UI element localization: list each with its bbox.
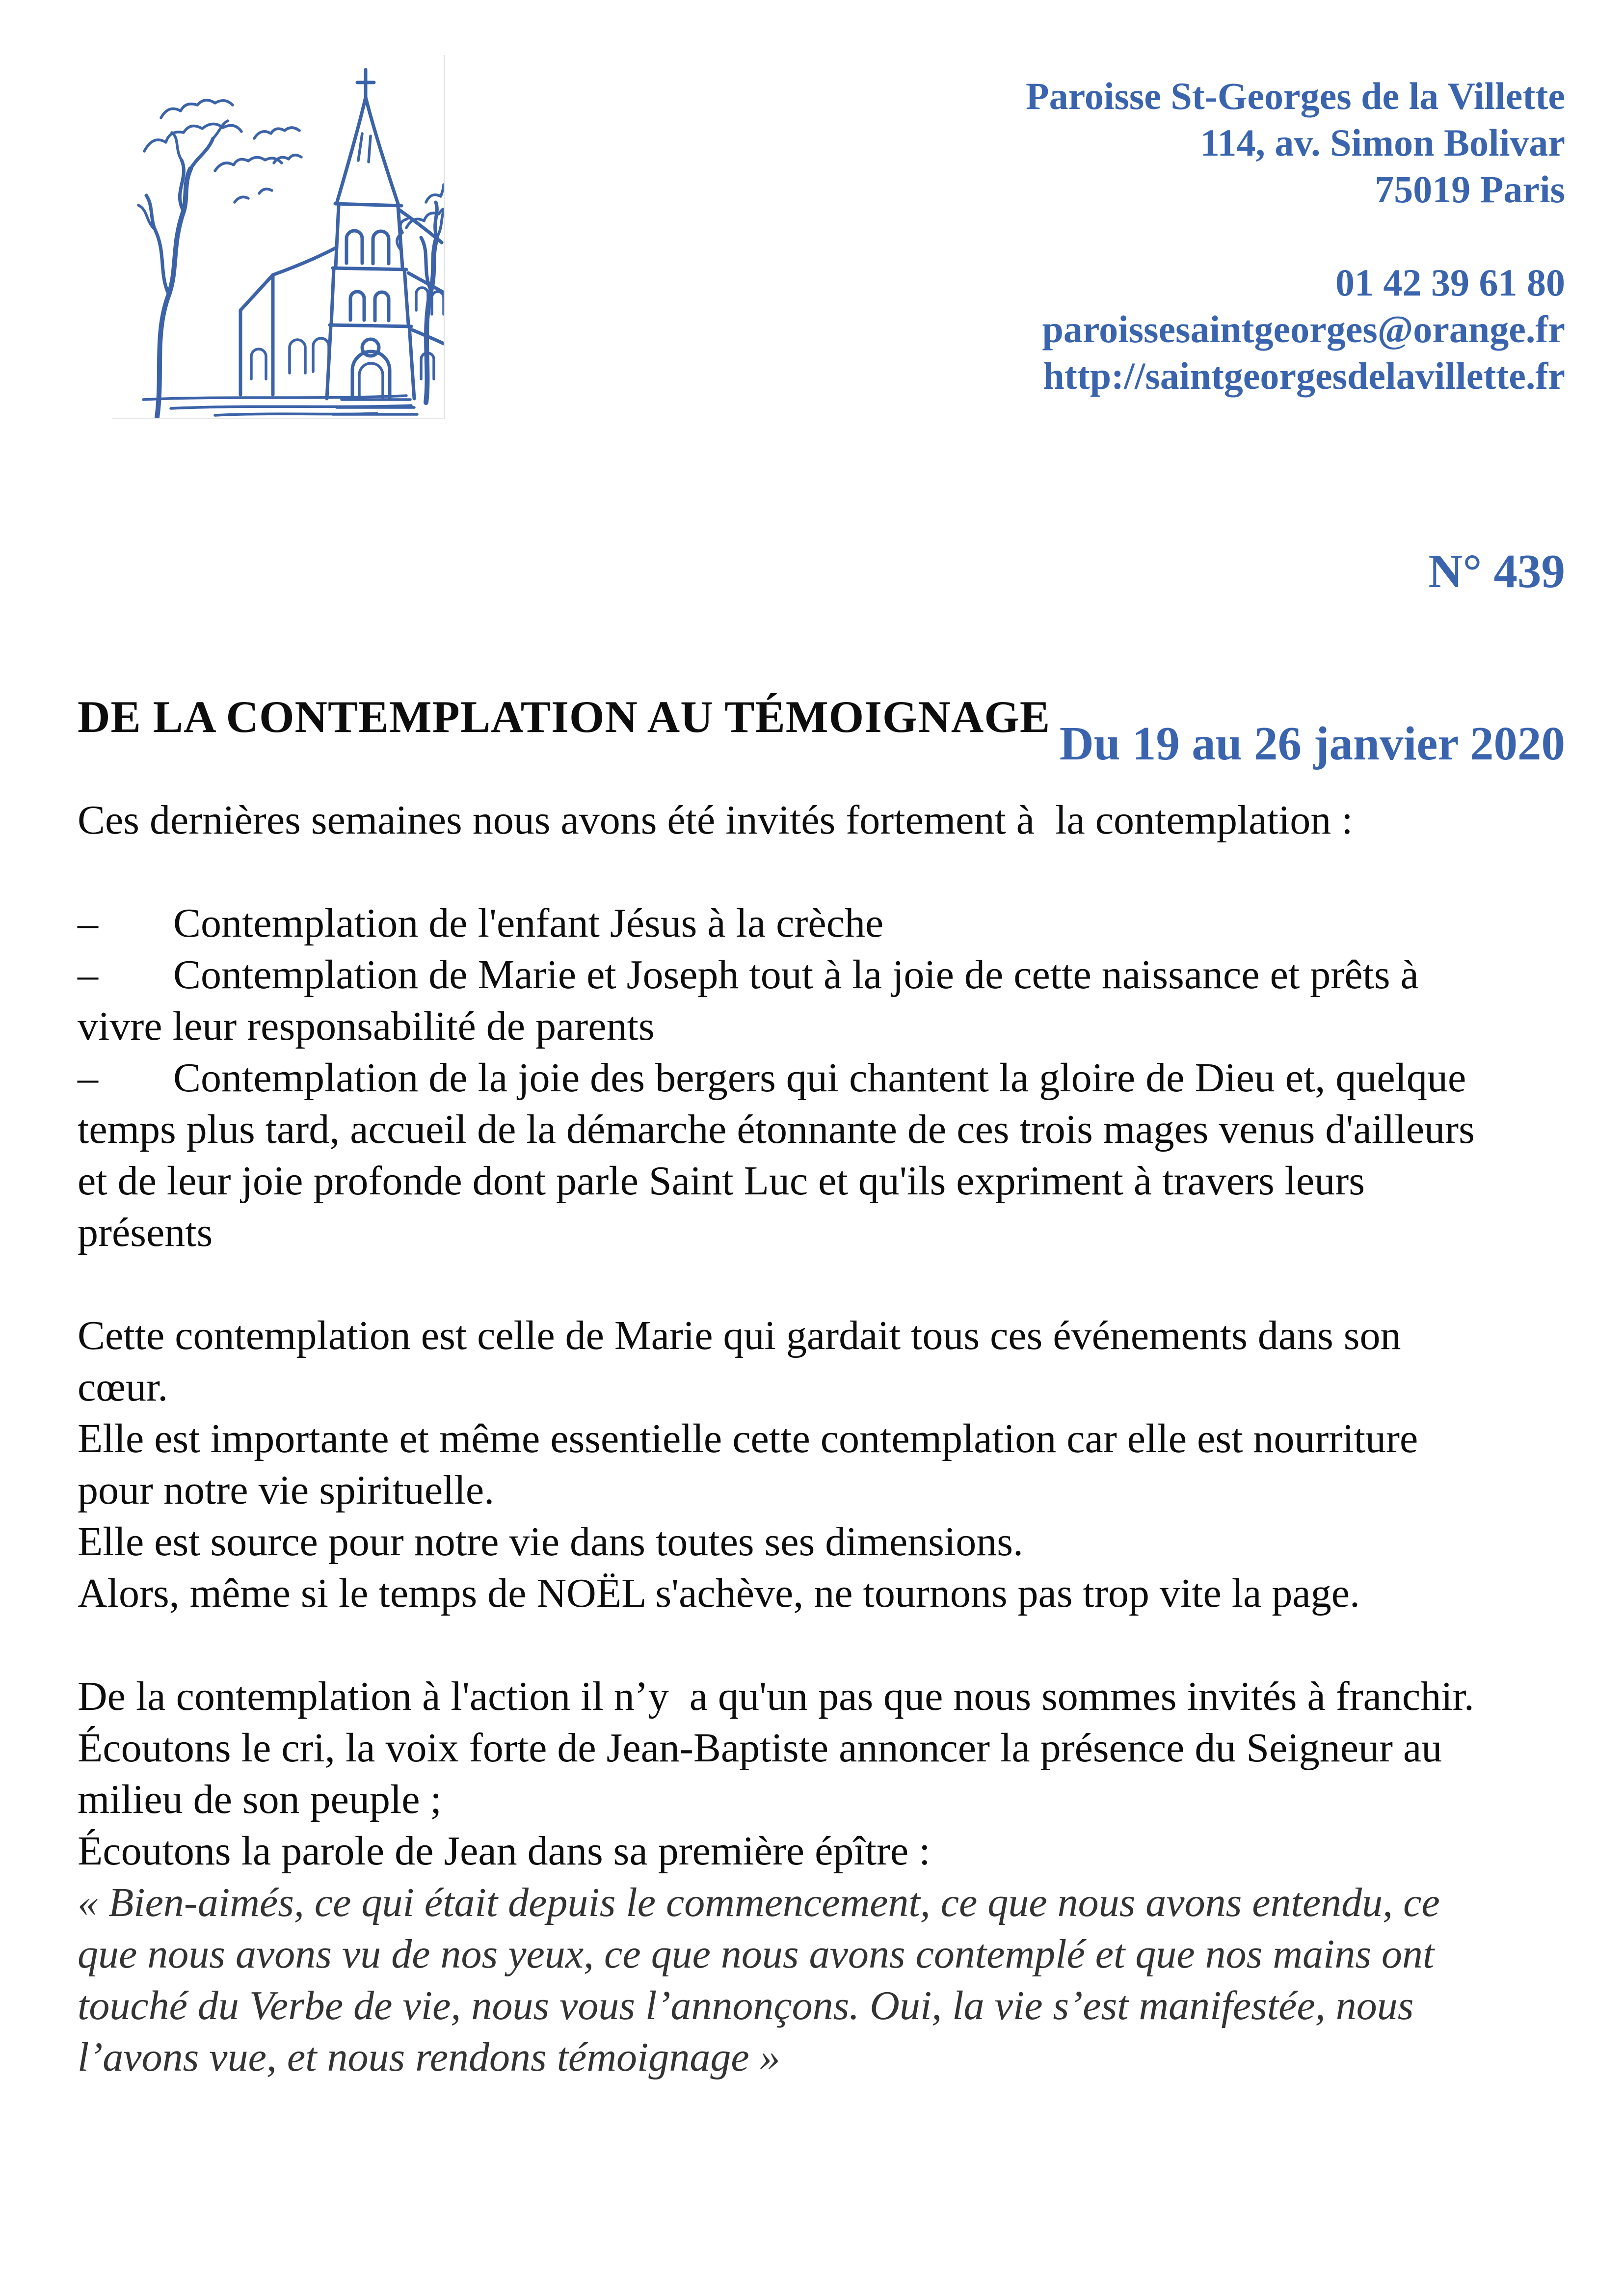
line-text: Elle est source pour notre vie dans toutes ses dimensions.	[78, 1519, 1023, 1565]
body-line	[78, 1774, 1579, 1825]
article	[78, 687, 1579, 2083]
blank-line	[78, 846, 1579, 897]
line-text: Contemplation de la joie des bergers qui chantent la gloire de Dieu et, quelque	[173, 1055, 1466, 1101]
header-line: 75019 Paris	[1375, 168, 1565, 211]
line-text: pour notre vie spirituelle.	[78, 1467, 495, 1513]
body-line	[78, 1207, 1579, 1258]
line-text: milieu de son peuple ;	[78, 1777, 442, 1822]
line-text: « Bien-aimés, ce qui était depuis le commencement, ce que nous avons entendu, ce	[78, 1880, 1440, 1925]
body-line	[78, 1413, 1579, 1464]
article-title: DE LA CONTEMPLATION AU TÉMOIGNAGE	[78, 692, 1051, 742]
body-line	[78, 1567, 1579, 1619]
line-text: Cette contemplation est celle de Marie qui gardait tous ces événements dans son	[78, 1313, 1401, 1358]
line-text: Elle est importante et même essentielle cette contemplation car elle est nourriture	[78, 1416, 1418, 1461]
body-line	[78, 1155, 1579, 1207]
body-line	[78, 794, 1579, 846]
header-spacer	[1026, 213, 1565, 259]
line-text: Écoutons la parole de Jean dans sa première épître :	[78, 1828, 931, 1874]
line-text: temps plus tard, accueil de la démarche étonnante de ces trois mages venus d'ailleurs	[78, 1107, 1475, 1152]
body-line	[78, 1310, 1579, 1361]
blank-line	[78, 1258, 1579, 1310]
body-line	[78, 1516, 1579, 1567]
line-text: cœur.	[78, 1364, 168, 1410]
line-text: présents	[78, 1210, 213, 1255]
body-line	[78, 1722, 1579, 1774]
body-line	[78, 1980, 1579, 2031]
issue-number: N° 439	[1428, 545, 1565, 597]
blank-line	[78, 1619, 1579, 1671]
email-link[interactable]: paroissesaintgeorges@orange.fr	[1042, 308, 1565, 351]
issue-date-range: Du 19 au 26 janvier 2020	[1059, 717, 1565, 770]
body-line	[78, 1104, 1579, 1155]
line-text: que nous avons vu de nos yeux, ce que nous avons contemplé et que nos mains ont	[78, 1931, 1435, 1977]
header-line: 114, av. Simon Bolivar	[1200, 121, 1565, 164]
line-text: Alors, même si le temps de NOËL s'achève, ne tournons pas trop vite la page.	[78, 1570, 1360, 1616]
parish-header	[1026, 73, 1565, 399]
line-text: Contemplation de l'enfant Jésus à la crèche	[173, 900, 884, 946]
body-line	[78, 1671, 1579, 1722]
church-logo	[112, 55, 445, 419]
church-sketch-icon	[112, 55, 444, 418]
list-item-line	[78, 949, 1579, 1000]
line-text: et de leur joie profonde dont parle Saint Luc et qu'ils expriment à travers leurs	[78, 1158, 1365, 1204]
list-item-line	[78, 897, 1579, 949]
line-text: De la contemplation à l'action il n’y a qu'un pas que nous sommes invités à franchir.	[78, 1674, 1474, 1719]
body-line	[78, 1361, 1579, 1413]
body-line	[78, 1877, 1579, 1928]
body-line	[78, 1825, 1579, 1877]
header-line: 01 42 39 61 80	[1335, 261, 1565, 304]
line-text: touché du Verbe de vie, nous vous l’annonçons. Oui, la vie s’est manifestée, nous	[78, 1983, 1414, 2028]
line-text: l’avons vue, et nous rendons témoignage »	[78, 2034, 780, 2080]
list-dash: –	[78, 900, 98, 946]
website-link[interactable]: http://saintgeorgesdelavillette.fr	[1043, 354, 1565, 397]
article-body	[78, 794, 1579, 2083]
list-dash: –	[78, 1055, 98, 1101]
body-line	[78, 1464, 1579, 1516]
list-item-line	[78, 1052, 1579, 1104]
line-text: vivre leur responsabilité de parents	[78, 1003, 655, 1049]
line-text: Ces dernières semaines nous avons été invités fortement à la contemplation :	[78, 797, 1353, 843]
body-line	[78, 2031, 1579, 2083]
line-text: Écoutons le cri, la voix forte de Jean-Baptiste annoncer la présence du Seigneur au	[78, 1725, 1442, 1771]
body-line	[78, 1928, 1579, 1980]
line-text: Contemplation de Marie et Joseph tout à la joie de cette naissance et prêts à	[173, 952, 1419, 998]
list-dash: –	[78, 952, 98, 998]
body-line	[78, 1000, 1579, 1052]
header-line: Paroisse St-Georges de la Villette	[1026, 75, 1565, 117]
